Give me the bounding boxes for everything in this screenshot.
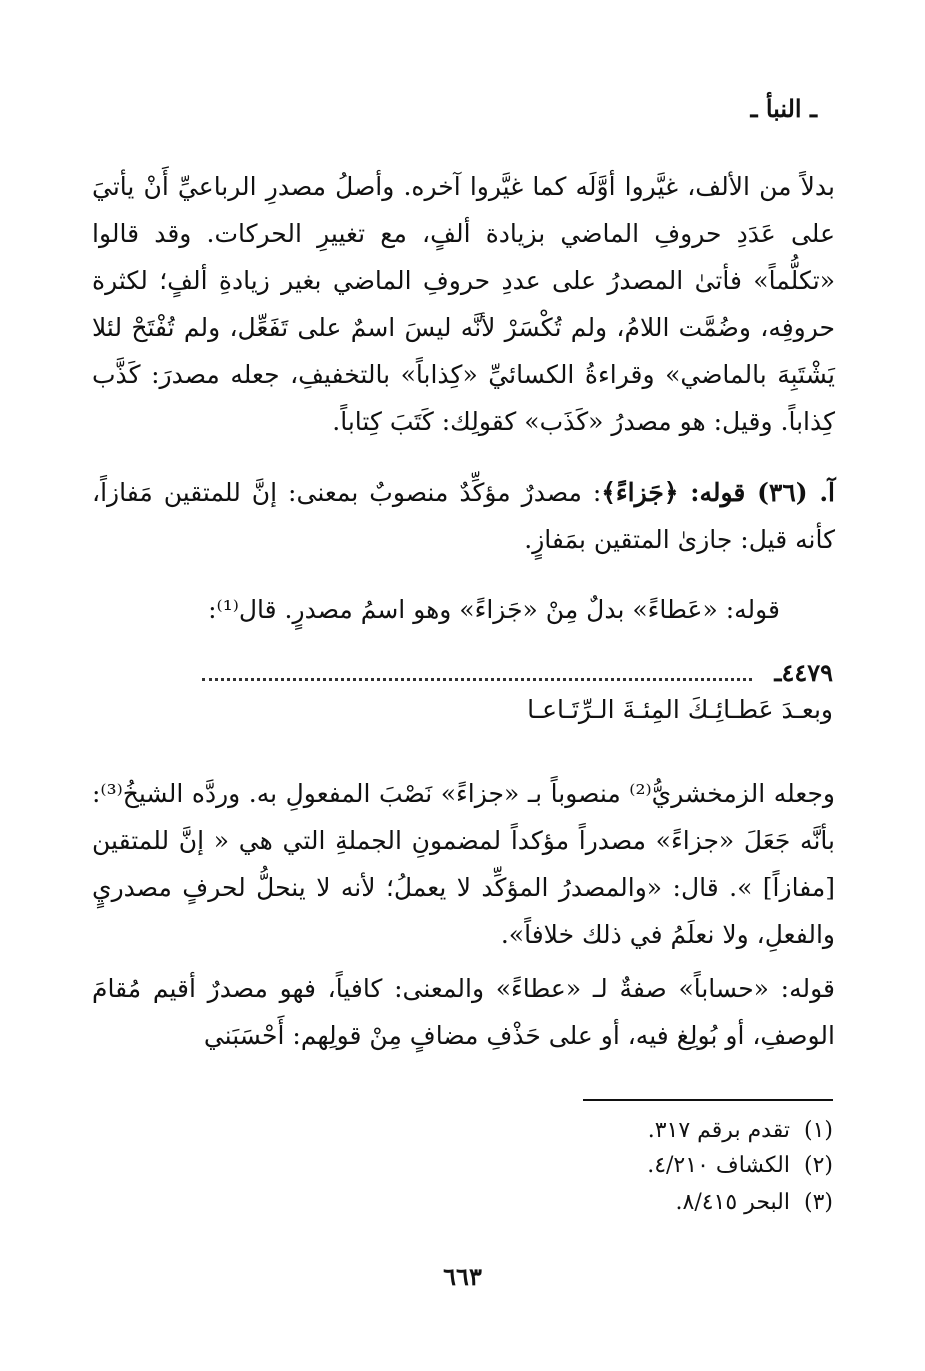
paragraph-2-text: : مصدرٌ مؤكِّدٌ منصوبٌ بمعنى: إنَّ للمتقين مَفازاً، كأنه قيل: جازىٰ المتقين بمَفازٍ. xyxy=(92,478,835,554)
footnote-2 xyxy=(647,1153,833,1178)
poem-verse: وبعـدَ عَطـائِـكَ المِئـةَ الـرِّتَـاعـا xyxy=(527,695,833,724)
footnote-marker: (٢) xyxy=(803,1153,833,1178)
footnote-marker: (٣) xyxy=(803,1190,833,1215)
footnote-marker: (١) xyxy=(803,1118,833,1143)
page-number: ٦٦٣ xyxy=(443,1262,482,1291)
footnote-1 xyxy=(648,1118,833,1143)
poem-number: ٤٤٧٩ـ xyxy=(774,657,833,687)
paragraph-4: وجعله الزمخشريُّ⁽²⁾ منصوباً بـ «جزاءً» نَصْبَ المفعولِ به. وردَّه الشيخُ⁽³⁾: بأنَّه جَعَلَ «جزاءً» مصدراً مؤكداً لمضمونِ الجملةِ التي هي « إنَّ للمتقين [مفازاً] ». قال: «والمصدرُ المؤكِّد لا يعملُ؛ لأنه لا ينحلُّ لحرفٍ مصدريٍ والفعلِ، ولا نعلَمُ في ذلك خلافاً». xyxy=(92,779,835,949)
verse-reference: آ. (٣٦) قوله: ﴿جَزاءً﴾ xyxy=(601,478,835,507)
paragraph-5: قوله: «حساباً» صفةٌ لـ «عطاءً» والمعنى: كافياً، فهو مصدرٌ أقيم مُقامَ الوصفِ، أو بُولِغ فيه، أو على حَذْفِ مضافٍ مِنْ قولِهم: أَحْسَبَني xyxy=(92,974,835,1050)
footnote-text: الكشاف ٤/٢١٠. xyxy=(647,1153,790,1178)
paragraph-3: قوله: «عَطاءً» بدلٌ مِنْ «جَزاءً» وهو اسمُ مصدرٍ. قال⁽¹⁾: xyxy=(208,595,780,624)
poem-line-header xyxy=(92,652,833,692)
ellipsis-dots xyxy=(202,664,752,681)
paragraph-1: بدلاً من الألف، غيَّروا أوَّلَه كما غيَّروا آخره. وأصلُ مصدرِ الرباعيِّ أَنْ يأتيَ على عَدَدِ حروفِ الماضي بزيادة ألفٍ، مع تغييرِ الحركات. وقد قالوا «تكلُّماً» فأتىٰ المصدرُ على عددِ حروفِ الماضي بغير زيادةِ ألفٍ؛ لكثرة حروفِه، وضُمَّت اللامُ، ولم تُكْسَرْ لأنَّه ليسَ اسمٌ على تَفَعِّل، ولم تُفْتَحْ لئلا يَشْتَبِهَ بالماضي» وقراءةُ الكسائيِّ «كِذاباً» بالتخفيفِ، جعله مصدرَ: كَذَّب كِذاباً. وقيل: هو مصدرُ «كَذَب» كقولِك: كَتَبَ كِتاباً. xyxy=(92,172,835,436)
footnote-text: تقدم برقم ٣١٧. xyxy=(647,1118,790,1143)
paragraph-2 xyxy=(92,469,835,563)
footnote-3 xyxy=(676,1190,834,1215)
footnote-divider xyxy=(583,1099,833,1101)
footnote-text: البحر ٨/٤١٥. xyxy=(675,1190,790,1215)
running-header: ـ النبأ ـ xyxy=(750,94,817,123)
